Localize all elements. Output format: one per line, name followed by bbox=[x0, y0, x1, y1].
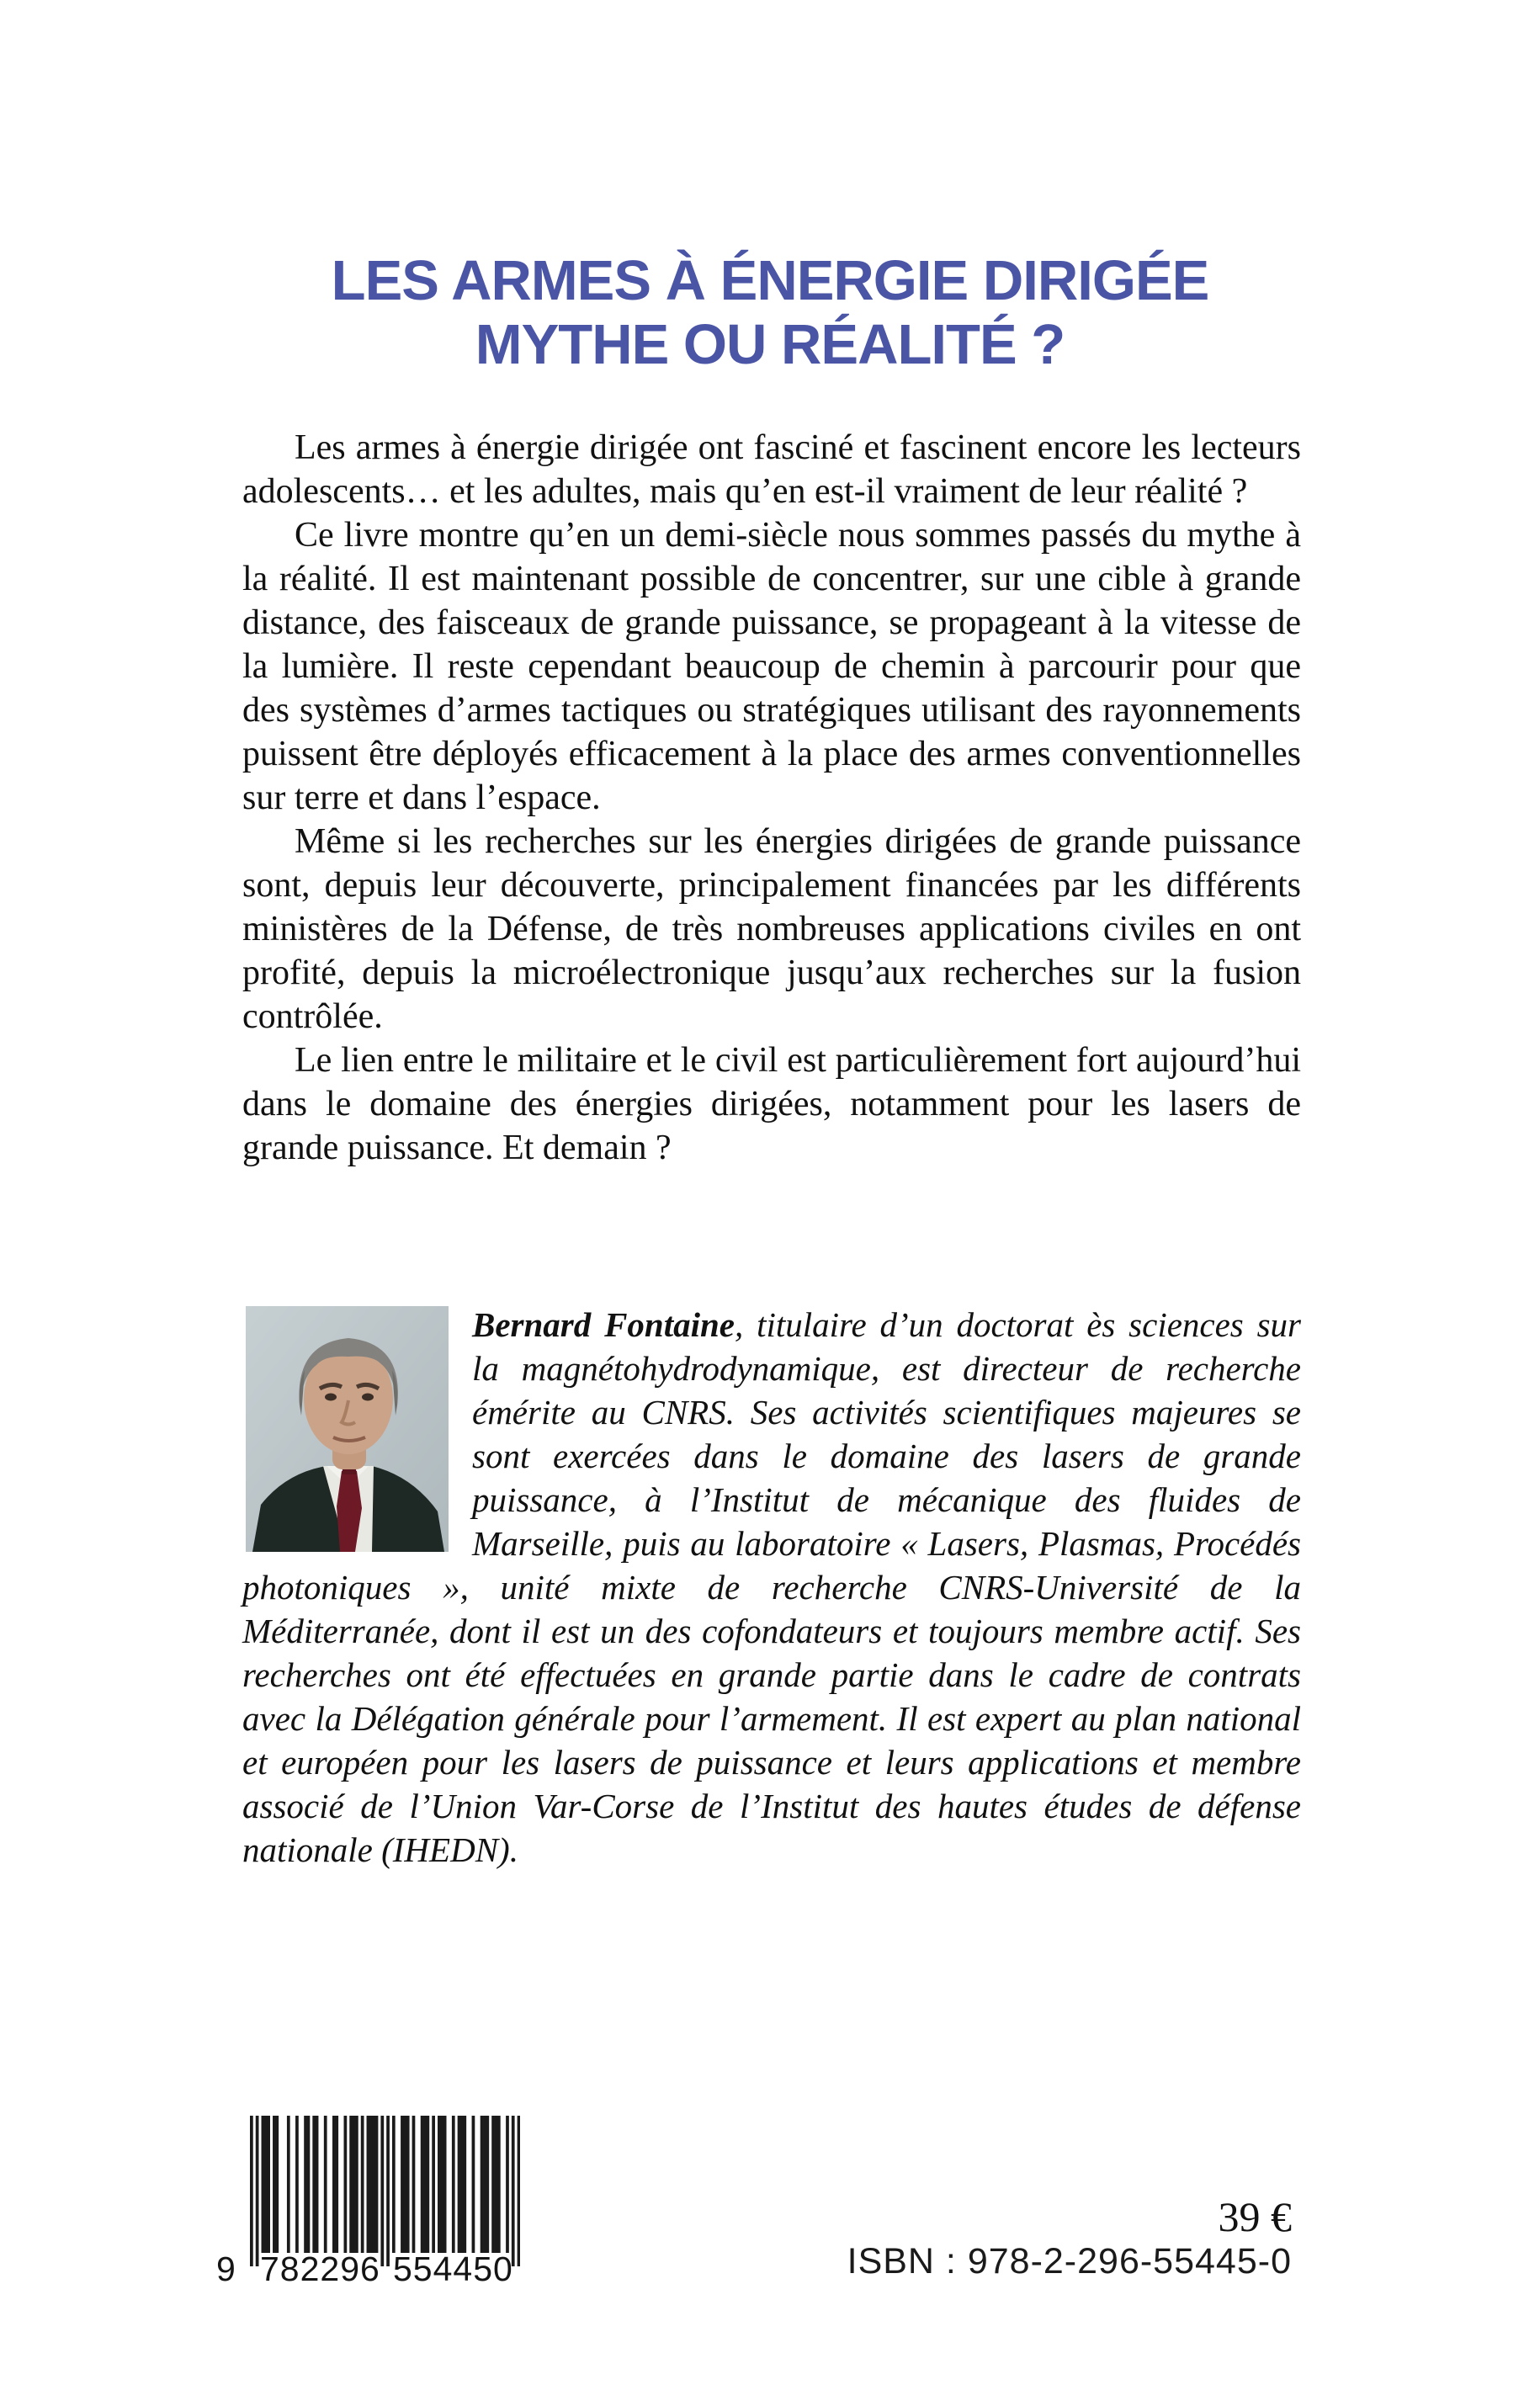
book-title-line-2: MYTHE OU RÉALITÉ ? bbox=[475, 313, 1065, 376]
synopsis bbox=[242, 426, 1301, 1170]
barcode bbox=[216, 2116, 520, 2288]
synopsis-paragraph-1: Les armes à énergie dirigée ont fasciné et fascinent encore les lecteurs adolescents… et les adultes, mais qu’en est-il vraiment de leur réalité ? bbox=[242, 428, 1301, 511]
barcode-digits-left: 782296 bbox=[260, 2250, 380, 2288]
barcode-digit-first: 9 bbox=[216, 2250, 236, 2288]
barcode-bars bbox=[250, 2116, 520, 2267]
synopsis-paragraph-3: Même si les recherches sur les énergies dirigées de grande puissance sont, depuis leur découverte, principalement financées par les différents ministères de la Défense, de très nombreuses applications civiles en ont profité, depuis la microélectronique jusqu’aux recherches sur la fusion contrôlée. bbox=[242, 822, 1301, 1036]
barcode-digits-right: 554450 bbox=[393, 2250, 513, 2288]
author-bio-text: , titulaire d’un doctorat ès sciences sur la magnétohydrodynamique, est directeur de recherche émérite au CNRS. Ses activités scientifiques majeures se sont exercées dans le domaine des lasers de grande puissance, à l’Institut de mécanique des fluides de Marseille, puis au laboratoire « Lasers, Plasmas, Procédés photoniques », unité mixte de recherche CNRS-Université de la Méditerranée, dont il est un des cofondateurs et toujours membre actif. Ses recherches ont été effectuées en grande partie dans le cadre de contrats avec la Délégation générale pour l’armement. Il est expert au plan national et européen pour les lasers de puissance et leurs applications et membre associé de l’Union Var-Corse de l’Institut des hautes études de défense nationale (IHEDN). bbox=[242, 1305, 1301, 1869]
synopsis-paragraph-4: Le lien entre le militaire et le civil est particulièrement fort aujourd’hui dans le domaine des énergies dirigées, notamment pour les lasers de grande puissance. Et demain ? bbox=[242, 1041, 1301, 1167]
price-label: 39 € bbox=[1218, 2193, 1292, 2240]
isbn-label: ISBN : 978-2-296-55445-0 bbox=[847, 2241, 1292, 2281]
author-photo bbox=[246, 1306, 449, 1552]
author-bio bbox=[242, 1303, 1301, 1872]
book-title-line-1: LES ARMES À ÉNERGIE DIRIGÉE bbox=[331, 249, 1209, 312]
synopsis-paragraph-2: Ce livre montre qu’en un demi-siècle nous sommes passés du mythe à la réalité. Il est maintenant possible de concentrer, sur une cible à grande distance, des faisceaux de grande puissance, se propageant à la vitesse de la lumière. Il reste cependant beaucoup de chemin à parcourir pour que des systèmes d’armes tactiques ou stratégiques utilisant des rayonnements puissent être déployés efficacement à la place des armes conventionnelles sur terre et dans l’espace. bbox=[242, 516, 1301, 817]
book-title bbox=[0, 249, 1540, 377]
author-portrait-illustration bbox=[246, 1306, 449, 1552]
author-name: Bernard Fontaine bbox=[472, 1305, 735, 1344]
